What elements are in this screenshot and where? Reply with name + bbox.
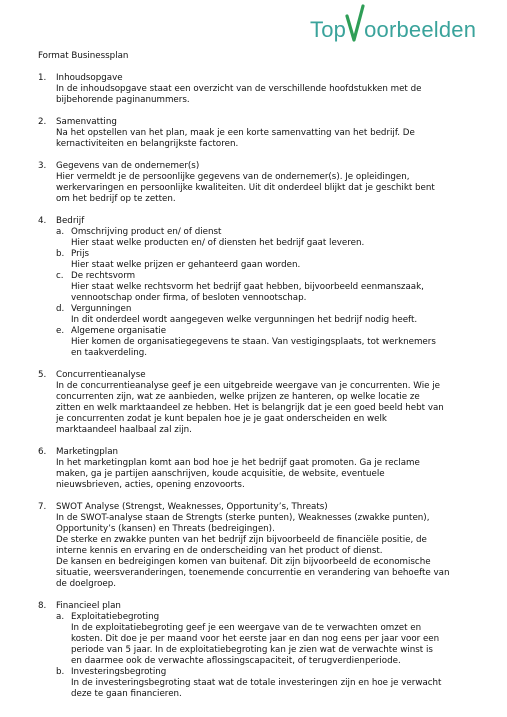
subsection-letter: b. — [56, 667, 65, 677]
section-financieel-plan — [38, 601, 478, 700]
subsection-vergunningen — [56, 304, 478, 326]
subsection-letter: e. — [56, 326, 65, 336]
section-bedrijf — [38, 216, 478, 359]
subsection-letter: c. — [56, 271, 64, 281]
subsection-letter: d. — [56, 304, 65, 314]
subsection-exploitatiebegroting — [56, 612, 478, 667]
subsection-text: In de exploitatiebegroting geef je een weergave van de te verwachten omzet en kosten. Dit doe je per maand voor het eerste jaar en dan nog eens per jaar voor een periode van 5 jaar. In de exploitatiebegroting kan je zien wat de verwachte winst is en daarmee ook de verwachte aflossingscapaciteit, of terugverdienperiode. — [71, 623, 440, 666]
section-number: 1. — [38, 73, 47, 83]
document-body — [38, 51, 478, 711]
subsection-text: In dit onderdeel wordt aangegeven welke vergunningen het bedrijf nodig heeft. — [71, 315, 418, 325]
subsection-text: Hier staat welke rechtsvorm het bedrijf gaat hebben, bijvoorbeeld eenmanszaak, vennootschap onder firma, of besloten vennootschap. — [71, 282, 424, 303]
section-concurrentieanalyse — [38, 370, 478, 436]
subsection-text: Hier komen de organisatiegegevens te staan. Van vestigingsplaats, tot werknemers en taakverdeling. — [71, 337, 436, 358]
section-title: Gegevens van de ondernemer(s) — [56, 161, 200, 171]
section-number: 3. — [38, 161, 47, 171]
section-title: Samenvatting — [56, 117, 117, 127]
section-title: Inhoudsopgave — [56, 73, 123, 83]
subsection-algemene-organisatie — [56, 326, 478, 359]
subsection-title: Omschrijving product en/ of dienst — [71, 227, 222, 237]
subsection-product-dienst — [56, 227, 478, 249]
section-title: Concurrentieanalyse — [56, 370, 146, 380]
section-swot-analyse — [38, 502, 478, 590]
subsection-title: De rechtsvorm — [71, 271, 136, 281]
subsection-letter: b. — [56, 249, 65, 259]
section-title: Bedrijf — [56, 216, 85, 226]
logo-v-mark-icon — [347, 16, 363, 40]
section-marketingplan — [38, 447, 478, 491]
subsection-investeringsbegroting — [56, 667, 478, 700]
section-title: SWOT Analyse (Strengst, Weaknesses, Opportunity’s, Threats) — [56, 502, 328, 512]
section-number: 5. — [38, 370, 47, 380]
section-text: Hier vermeldt je de persoonlijke gegevens van de ondernemer(s). Je opleidingen, werkervaringen en persoonlijke kwaliteiten. Uit dit onderdeel blijkt dat je geschikt bent om het bedrijf op te zetten. — [56, 172, 435, 204]
subsection-title: Vergunningen — [71, 304, 132, 314]
subsection-text: In de investeringsbegroting staat wat de totale investeringen zijn en hoe je verwacht deze te gaan financieren. — [71, 678, 442, 699]
topvoorbeelden-logo — [310, 16, 476, 50]
subsection-letter: a. — [56, 227, 65, 237]
section-text: Na het opstellen van het plan, maak je een korte samenvatting van het bedrijf. De kernactiviteiten en belangrijkste factoren. — [56, 128, 415, 149]
section-number: 6. — [38, 447, 47, 457]
section-number: 4. — [38, 216, 47, 226]
section-number: 2. — [38, 117, 47, 127]
subsection-title: Exploitatiebegroting — [71, 612, 160, 622]
section-inhoudsopgave — [38, 73, 478, 106]
section-number: 7. — [38, 502, 47, 512]
subsection-rechtsvorm — [56, 271, 478, 304]
section-text: In het marketingplan komt aan bod hoe je het bedrijf gaat promoten. Ga je reclame maken, ga je partijen aanschrijven, koude acquisitie, de website, eventuele nieuwsbrieven, acties, opening enzovoorts. — [56, 458, 420, 490]
section-samenvatting — [38, 117, 478, 150]
subsection-prijs — [56, 249, 478, 271]
subsection-title: Algemene organisatie — [71, 326, 167, 336]
section-number: 8. — [38, 601, 47, 611]
section-title: Financieel plan — [56, 601, 121, 611]
subsection-title: Investeringsbegroting — [71, 667, 167, 677]
subsection-letter: a. — [56, 612, 65, 622]
section-gegevens-ondernemer — [38, 161, 478, 205]
section-text: In de concurrentieanalyse geef je een uitgebreide weergave van je concurrenten. Wie je concurrenten zijn, wat ze aanbieden, welke prijzen ze hanteren, op welke locatie ze zitten en welk marktaandeel ze hebben. Het is belangrijk dat je een goed beeld hebt van je concurrenten zodat je kunt bepalen hoe je je gaat onderscheiden en welk marktaandeel haalbaal zal zijn. — [56, 381, 444, 435]
subsection-text: Hier staat welke producten en/ of diensten het bedrijf gaat leveren. — [71, 238, 365, 248]
section-text: In de SWOT-analyse staan de Strengts (sterke punten), Weaknesses (zwakke punten), Opportunity’s (kansen) en Threats (bedreigingen). De sterke en zwakke punten van het bedrijf zijn bijvoorbeeld de financiële positie, de interne kennis en ervaring en de onderscheiding van het product of dienst. De kansen en bedreigingen komen van buitenaf. Dit zijn bijvoorbeeld de economische situatie, weersveranderingen, toenemende concurrentie en verandering van behoefte van de doelgroep. — [56, 513, 450, 589]
subsection-text: Hier staat welke prijzen er gehanteerd gaan worden. — [71, 260, 301, 270]
logo-text-top: Top — [310, 17, 347, 42]
document-title: Format Businessplan — [38, 51, 129, 61]
section-text: In de inhoudsopgave staat een overzicht van de verschillende hoofdstukken met de bijbehorende paginanummers. — [56, 84, 422, 105]
logo-text-oorbeelden: oorbeelden — [364, 17, 477, 42]
section-title: Marketingplan — [56, 447, 119, 457]
subsection-title: Prijs — [71, 249, 90, 259]
